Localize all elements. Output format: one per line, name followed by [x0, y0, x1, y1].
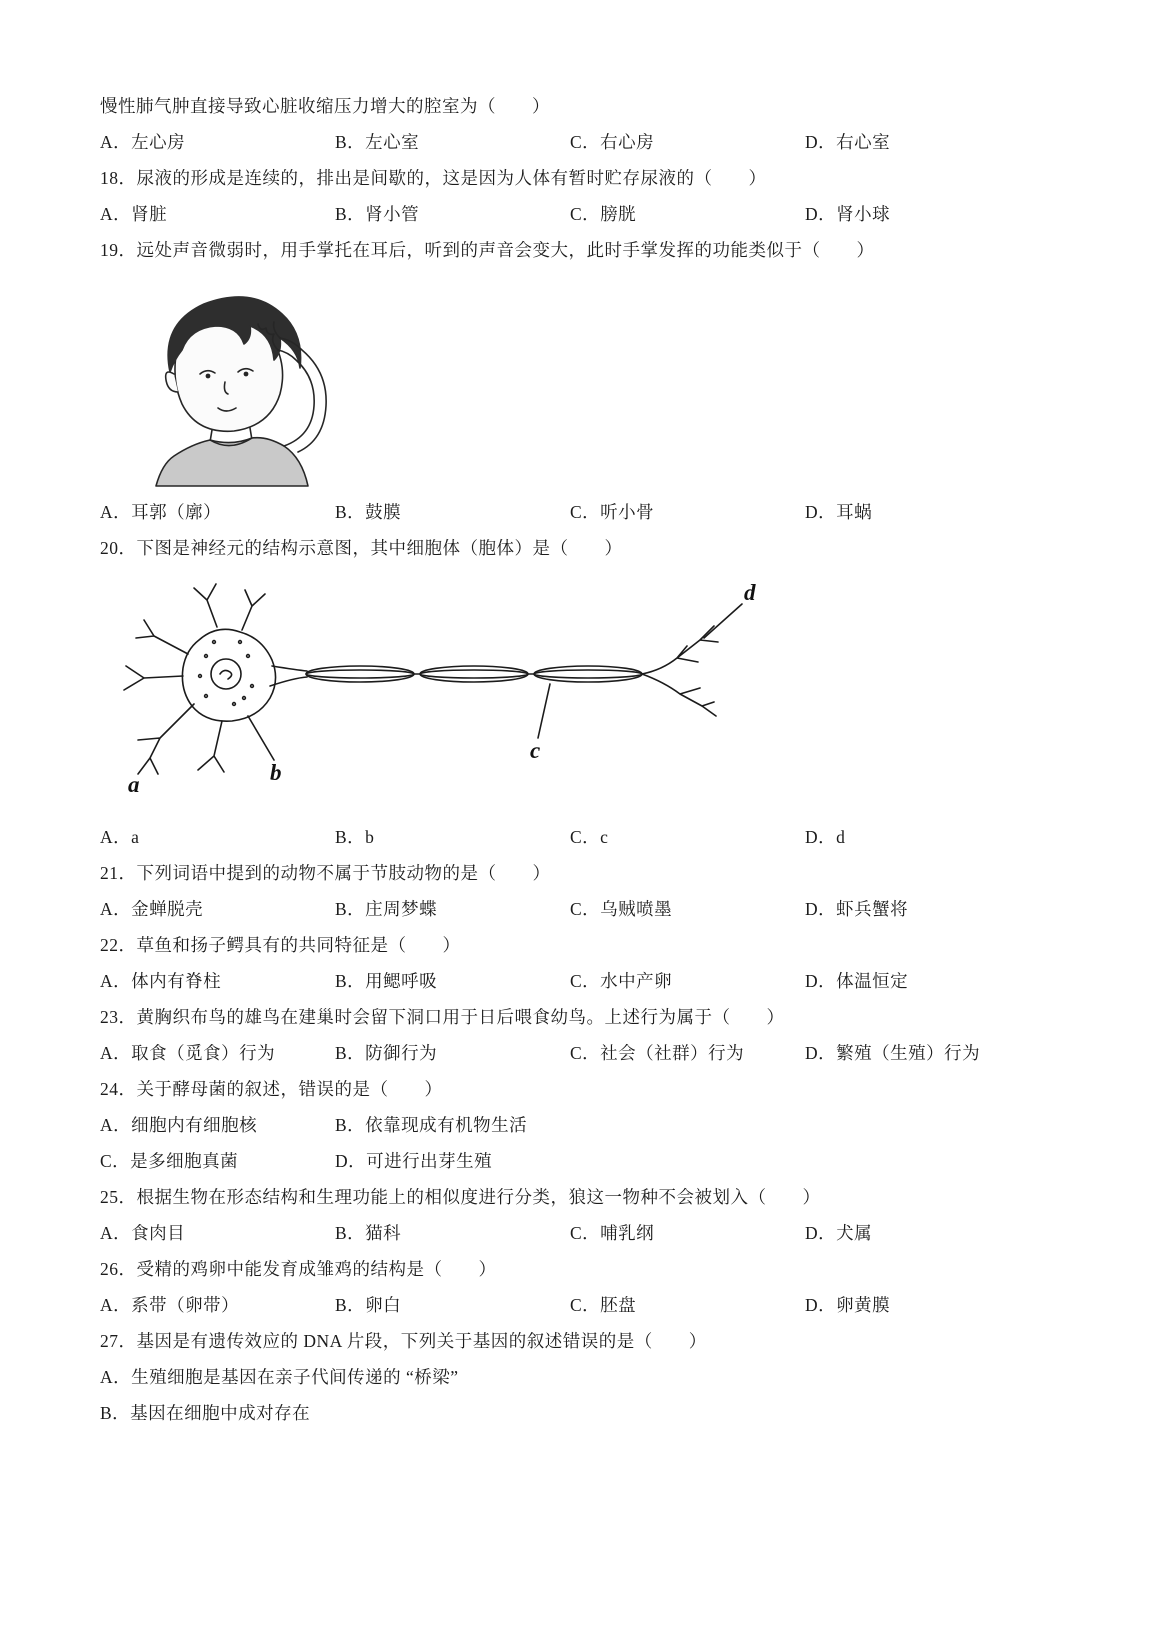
option-D: D．肾小球 — [805, 204, 891, 224]
option-B: B．基因在细胞中成对存在 — [100, 1403, 311, 1423]
question-block — [100, 855, 1060, 927]
question-stem: 25．根据生物在形态结构和生理功能上的相似度进行分类，狼这一物种不会被划入（ ） — [100, 1187, 821, 1207]
option-D: D．犬属 — [805, 1223, 873, 1243]
option-B: B．用鳃呼吸 — [335, 971, 438, 991]
neuron-label-b: b — [270, 760, 282, 785]
option-D: D．d — [805, 827, 846, 847]
option-B: B．依靠现成有机物生活 — [335, 1115, 528, 1135]
option-B: B．左心室 — [335, 132, 420, 152]
options-row — [100, 1035, 1060, 1071]
option-D: D．繁殖（生殖）行为 — [805, 1043, 981, 1063]
option-D: D．虾兵蟹将 — [805, 899, 909, 919]
question-stem: 19．远处声音微弱时，用手掌托在耳后，听到的声音会变大，此时手掌发挥的功能类似于（ ） — [100, 240, 875, 260]
options-row — [100, 1215, 1060, 1251]
options-row — [100, 891, 1060, 927]
neuron-label-c: c — [530, 738, 541, 763]
options-row — [100, 196, 1060, 232]
option-C: C．右心房 — [570, 132, 655, 152]
option-D: D．卵黄膜 — [805, 1295, 891, 1315]
option-B: B．卵白 — [335, 1295, 402, 1315]
question-block — [100, 1323, 1060, 1431]
question-stem: 23．黄胸织布鸟的雄鸟在建巢时会留下洞口用于日后喂食幼鸟。上述行为属于（ ） — [100, 1007, 785, 1027]
options-row — [100, 1359, 1060, 1431]
question-stem: 24．关于酵母菌的叙述，错误的是（ ） — [100, 1079, 443, 1099]
option-A: A．a — [100, 827, 140, 847]
option-A: A．体内有脊柱 — [100, 971, 222, 991]
option-D: D．可进行出芽生殖 — [335, 1151, 493, 1171]
option-A: A．左心房 — [100, 132, 186, 152]
option-D: D．耳蜗 — [805, 502, 873, 522]
question-stem: 21．下列词语中提到的动物不属于节肢动物的是（ ） — [100, 863, 551, 883]
question-block — [100, 999, 1060, 1071]
option-D: D．体温恒定 — [805, 971, 909, 991]
option-A: A．细胞内有细胞核 — [100, 1115, 258, 1135]
question-block — [100, 1071, 1060, 1179]
question-stem: 20．下图是神经元的结构示意图，其中细胞体（胞体）是（ ） — [100, 538, 623, 558]
option-B: B．防御行为 — [335, 1043, 438, 1063]
option-B: B．猫科 — [335, 1223, 402, 1243]
option-B: B．庄周梦蝶 — [335, 899, 438, 919]
options-row — [100, 1287, 1060, 1323]
neuron-label-a: a — [128, 772, 140, 797]
option-A: A．取食（觅食）行为 — [100, 1043, 276, 1063]
option-C: C．乌贼喷墨 — [570, 899, 673, 919]
question-block — [100, 160, 1060, 232]
options-row — [100, 494, 1060, 530]
question-block — [100, 232, 1060, 530]
option-C: C．胚盘 — [570, 1295, 637, 1315]
question-block — [100, 1251, 1060, 1323]
option-B: B．鼓膜 — [335, 502, 402, 522]
option-C: C．水中产卵 — [570, 971, 673, 991]
question-stem: 26．受精的鸡卵中能发育成雏鸡的结构是（ ） — [100, 1259, 497, 1279]
question-stem: 18．尿液的形成是连续的，排出是间歇的，这是因为人体有暂时贮存尿液的（ ） — [100, 168, 767, 188]
option-A: A．生殖细胞是基因在亲子代间传递的 “桥梁” — [100, 1367, 459, 1387]
boy-cupping-ear-illustration — [112, 276, 337, 488]
option-B: B．肾小管 — [335, 204, 420, 224]
option-A: A．食肉目 — [100, 1223, 186, 1243]
neuron-structure-diagram — [102, 578, 762, 813]
option-C: C．听小骨 — [570, 502, 655, 522]
option-C: C．膀胱 — [570, 204, 637, 224]
neuron-label-d: d — [744, 580, 756, 605]
option-C: C．c — [570, 827, 609, 847]
option-C: C．哺乳纲 — [570, 1223, 655, 1243]
option-A: A．肾脏 — [100, 204, 168, 224]
option-A: A．金蝉脱壳 — [100, 899, 204, 919]
options-row — [100, 963, 1060, 999]
options-row — [100, 1107, 1060, 1179]
question-block — [100, 88, 1060, 160]
question-stem: 27．基因是有遗传效应的 DNA 片段，下列关于基因的叙述错误的是（ ） — [100, 1331, 707, 1351]
question-block — [100, 530, 1060, 855]
option-D: D．右心室 — [805, 132, 891, 152]
option-C: C．社会（社群）行为 — [570, 1043, 745, 1063]
option-B: B．b — [335, 827, 375, 847]
question-block — [100, 1179, 1060, 1251]
question-block — [100, 927, 1060, 999]
option-A: A．耳郭（廓） — [100, 502, 222, 522]
option-C: C．是多细胞真菌 — [100, 1151, 239, 1171]
question-stem: 慢性肺气肿直接导致心脏收缩压力增大的腔室为（ ） — [100, 96, 550, 116]
option-A: A．系带（卵带） — [100, 1295, 240, 1315]
options-row — [100, 819, 1060, 855]
options-row — [100, 124, 1060, 160]
question-stem: 22．草鱼和扬子鳄具有的共同特征是（ ） — [100, 935, 461, 955]
